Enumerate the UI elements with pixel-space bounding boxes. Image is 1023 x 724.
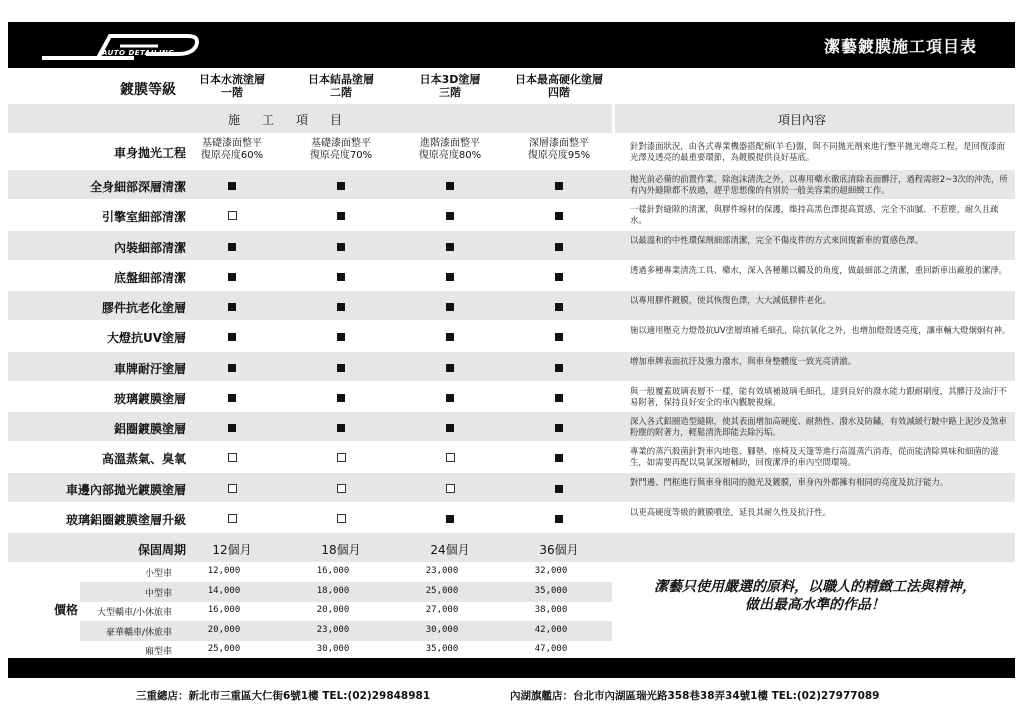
price-value: 20,000 xyxy=(207,624,241,635)
item-row xyxy=(8,412,1015,441)
item-row xyxy=(8,382,1015,411)
item-row xyxy=(8,170,1015,199)
included-mark-icon xyxy=(505,391,613,405)
not-included-mark-icon xyxy=(178,512,286,526)
price-value: 23,000 xyxy=(316,624,350,635)
item-label: 內裝細部清潔 xyxy=(113,240,186,255)
included-mark-icon xyxy=(287,421,395,435)
section-header xyxy=(8,104,1015,133)
price-row xyxy=(80,601,612,621)
vehicle-type: 中型車 xyxy=(144,588,172,599)
level-header-4: 日本最高硬化塗層 四階 xyxy=(515,73,603,99)
item-row xyxy=(8,352,1015,381)
included-mark-icon xyxy=(505,209,613,223)
included-mark-icon xyxy=(178,179,286,193)
included-mark-icon xyxy=(287,391,395,405)
price-value: 32,000 xyxy=(534,566,568,576)
included-mark-icon xyxy=(396,300,504,314)
vehicle-type: 小型車 xyxy=(144,569,172,579)
item-label: 引擎室細部清潔 xyxy=(101,210,186,225)
item-row xyxy=(8,261,1015,290)
polish-label: 車身拋光工程 xyxy=(113,146,186,160)
level-header-1: 日本水流塗層 一階 xyxy=(199,73,265,99)
item-desc: 拋光前必備的前置作業，除泡沫清洗之外，以專用藥水徹底清除表面髒汙，過程需經2~3次的沖洗，所有內外縫隙都不放過，趕乎您想像的有別於一般美容業的超細緻工作。 xyxy=(630,174,1008,195)
item-label: 膠件抗老化塗層 xyxy=(101,301,186,315)
included-mark-icon xyxy=(287,240,395,254)
price-value: 42,000 xyxy=(534,624,568,635)
item-label: 鋁圈鍍膜塗層 xyxy=(113,422,186,436)
address-main-store: 三重總店：新北市三重區大仁街6號1樓 TEL:(02)29848981 xyxy=(136,690,431,702)
not-included-mark-icon xyxy=(287,482,395,496)
polish-cell-2: 基礎漆面整平 復原亮度70% xyxy=(309,138,373,161)
included-mark-icon xyxy=(178,330,286,344)
price-value: 20,000 xyxy=(316,605,350,615)
footer-bar xyxy=(8,658,1015,678)
price-row xyxy=(80,582,612,602)
price-value: 18,000 xyxy=(316,585,350,596)
level-header-2: 日本結晶塗層 二階 xyxy=(308,73,374,99)
included-mark-icon xyxy=(287,330,395,344)
item-row xyxy=(8,321,1015,350)
brand-logo xyxy=(38,28,208,64)
level-header-3: 日本3D塗層 三階 xyxy=(419,73,481,99)
section-header-content: 項目內容 xyxy=(778,113,827,127)
included-mark-icon xyxy=(396,209,504,223)
item-label: 玻璃鍍膜塗層 xyxy=(113,391,186,406)
item-label: 大燈抗UV塗層 xyxy=(106,331,186,346)
included-mark-icon xyxy=(178,391,286,405)
warranty-row xyxy=(8,533,1015,562)
warranty-value: 36個月 xyxy=(539,543,579,557)
price-value: 25,000 xyxy=(425,585,459,596)
price-value: 16,000 xyxy=(207,605,241,615)
price-value: 30,000 xyxy=(316,644,350,654)
item-desc: 以最溫和的中性環保劑細部清潔，完全不傷皮件的方式來回復新車的質感色澤。 xyxy=(630,234,924,245)
price-row xyxy=(80,640,612,660)
included-mark-icon xyxy=(505,330,613,344)
price-value: 16,000 xyxy=(316,566,350,576)
item-label: 底盤細部清潔 xyxy=(113,270,186,285)
slogan: 潔藝只使用嚴選的原料，以職人的精緻工法與精神， 做出最高水準的作品！ xyxy=(654,579,976,613)
price-value: 14,000 xyxy=(207,585,241,596)
item-row xyxy=(8,231,1015,260)
vehicle-type: 廂型車 xyxy=(144,647,172,657)
item-label: 全身細部深層清潔 xyxy=(89,180,186,194)
included-mark-icon xyxy=(505,361,613,375)
included-mark-icon xyxy=(505,270,613,284)
price-value: 23,000 xyxy=(425,566,459,576)
item-row xyxy=(8,200,1015,229)
included-mark-icon xyxy=(396,361,504,375)
warranty-value: 24個月 xyxy=(430,543,470,557)
price-value: 35,000 xyxy=(425,644,459,654)
item-row xyxy=(8,442,1015,471)
polish-cell-3: 進階漆面整平 復原亮度80% xyxy=(418,138,482,161)
price-value: 12,000 xyxy=(207,566,241,576)
included-mark-icon xyxy=(178,240,286,254)
included-mark-icon xyxy=(178,300,286,314)
item-desc: 施以適用壓克力燈殼抗UV塗層填補毛細孔，除抗氧化之外，也增加燈殼透亮度，讓車輛大燈炯炯有神。 xyxy=(630,325,1011,336)
included-mark-icon xyxy=(396,512,504,526)
price-value: 47,000 xyxy=(534,644,568,654)
price-row xyxy=(80,562,612,582)
item-label: 玻璃鋁圈鍍膜塗層升級 xyxy=(65,512,186,527)
not-included-mark-icon xyxy=(396,451,504,465)
header-bar xyxy=(8,22,1015,68)
polish-cell-1: 基礎漆面整平 復原亮度60% xyxy=(200,138,264,161)
price-value: 38,000 xyxy=(534,605,568,615)
price-value: 27,000 xyxy=(425,605,459,615)
included-mark-icon xyxy=(178,361,286,375)
included-mark-icon xyxy=(287,270,395,284)
polish-desc: 針對漆面狀況，由各式專業機器搭配棉(羊毛)盤，與不同拋光劑來進行整平拋光增亮工程，是回復漆面光澤及透亮的最重要環節，為鍍膜提供良好基底。 xyxy=(630,141,1006,162)
item-row xyxy=(8,473,1015,502)
included-mark-icon xyxy=(178,421,286,435)
section-divider xyxy=(612,104,615,133)
item-desc: 深入各式鋁圈造型縫隙，使其表面增加高硬度、耐熱性、潑水及防鏽，有效減緩行駛中路上泥沙及煞車粉塵的附著力，輕鬆清洗即能去除污垢。 xyxy=(630,416,1007,437)
item-label: 高溫蒸氣、臭氧 xyxy=(101,452,186,467)
not-included-mark-icon xyxy=(178,209,286,223)
item-desc: 以專用膠件鍍膜，使其恢復色澤，大大減低膠件老化。 xyxy=(630,295,831,305)
warranty-value: 12個月 xyxy=(212,543,252,557)
included-mark-icon xyxy=(505,179,613,193)
not-included-mark-icon xyxy=(178,451,286,465)
polish-row xyxy=(8,135,1015,164)
included-mark-icon xyxy=(287,209,395,223)
price-value: 35,000 xyxy=(534,585,568,596)
not-included-mark-icon xyxy=(178,482,286,496)
included-mark-icon xyxy=(396,421,504,435)
page-title: 潔藝鍍膜施工項目表 xyxy=(823,37,977,56)
item-desc: 專業的蒸汽殺菌針對車內地毯、腳墊、座椅及天篷等進行高溫蒸汽消毒，從而能清除異味和細菌的滋生，如需要再配以臭氧深層輔助，回復潔淨的車內空間環境。 xyxy=(630,446,999,468)
item-label: 車牌耐汙塗層 xyxy=(113,361,186,376)
item-desc: 對門邊、門框進行與車身相同的拋光及鍍膜，車身內外都擁有相同的亮度及抗汙能力。 xyxy=(630,476,949,487)
included-mark-icon xyxy=(505,451,613,465)
included-mark-icon xyxy=(505,421,613,435)
included-mark-icon xyxy=(396,391,504,405)
included-mark-icon xyxy=(287,361,395,375)
included-mark-icon xyxy=(505,512,613,526)
item-desc: 以更高硬度等級的鍍膜噴塗，延長其耐久性及抗汙性。 xyxy=(630,506,831,517)
warranty-value: 18個月 xyxy=(321,543,361,557)
included-mark-icon xyxy=(287,179,395,193)
included-mark-icon xyxy=(396,270,504,284)
price-row xyxy=(80,621,612,641)
price-label: 價格 xyxy=(54,603,79,617)
included-mark-icon xyxy=(505,482,613,496)
price-value: 25,000 xyxy=(207,644,241,654)
included-mark-icon xyxy=(505,300,613,314)
level-heading: 鍍膜等級 xyxy=(120,82,176,98)
included-mark-icon xyxy=(505,240,613,254)
included-mark-icon xyxy=(396,179,504,193)
not-included-mark-icon xyxy=(287,451,395,465)
item-desc: 增加車牌表面抗汙及強力潑水，與車身整體度一致光亮清澈。 xyxy=(630,355,857,366)
vehicle-type: 大型轎車/小休旅車 xyxy=(96,608,172,618)
included-mark-icon xyxy=(396,330,504,344)
address-flagship-store: 內湖旗艦店：台北市內湖區瑞光路358巷38弄34號1樓 TEL:(02)27977089 xyxy=(510,690,880,702)
warranty-label: 保固周期 xyxy=(137,543,186,557)
not-included-mark-icon xyxy=(287,512,395,526)
section-header-items: 施工項目 xyxy=(228,113,365,127)
item-row xyxy=(8,503,1015,532)
vehicle-type: 豪華轎車/休旅車 xyxy=(105,627,172,638)
item-label: 車邊內部拋光鍍膜塗層 xyxy=(65,482,186,497)
item-row xyxy=(8,291,1015,320)
item-desc: 一樣針對縫隙的清潔，與膠件線材的保護，維持高黑色澤提高質感，完全不油膩、不惹塵，耐久且疏水。 xyxy=(630,204,999,226)
price-value: 30,000 xyxy=(425,624,459,635)
not-included-mark-icon xyxy=(396,482,504,496)
included-mark-icon xyxy=(287,300,395,314)
polish-cell-4: 深層漆面整平 復原亮度95% xyxy=(527,138,591,161)
included-mark-icon xyxy=(396,240,504,254)
logo-text: AUTO DETAILING xyxy=(102,49,175,57)
item-desc: 與一般覆蓋玻璃表層不一樣，能有效填補玻璃毛細孔，達到良好的潑水能力跟耐刷度，其髒汙及油汙不易附著，保持良好安全的車內觀駛視線。 xyxy=(630,385,1007,407)
included-mark-icon xyxy=(178,270,286,284)
item-desc: 透過多種專業清洗工具、藥水，深入各種難以觸及的角度，做最細部之清潔，重回新車出廠般的潔淨。 xyxy=(630,264,1007,275)
